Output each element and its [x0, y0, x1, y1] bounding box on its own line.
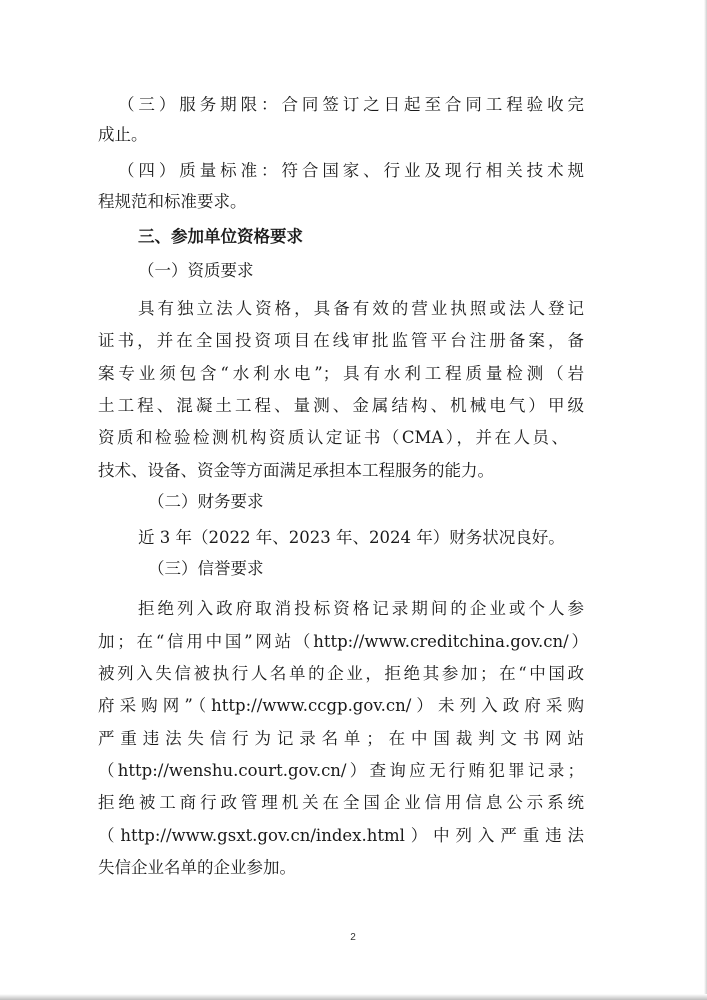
section-heading-qualification: 三、参加单位资格要求 — [138, 227, 303, 246]
service-period-line-2: 成止。 — [98, 125, 148, 144]
credit-line-3: 被列入失信被执行人名单的企业，拒绝其参加；在“中国政 — [98, 664, 584, 683]
finance-line: 近 3 年（2022 年、2023 年、2024 年）财务状况良好。 — [138, 528, 565, 547]
credit-line-8: （http://www.gsxt.gov.cn/index.html）中列入严重违法 — [98, 826, 584, 845]
credit-line-2: 加；在“信用中国”网站（http://www.creditchina.gov.cn/） — [98, 632, 588, 651]
subheading-finance: （二）财务要求 — [148, 492, 264, 511]
scan-edge-bottom — [0, 994, 707, 1000]
qualification-line-5: 资质和检验检测机构资质认定证书（CMA），并在人员、 — [98, 428, 568, 447]
page-number: 2 — [350, 932, 356, 943]
qualification-line-6: 技术、设备、资金等方面满足承担本工程服务的能力。 — [98, 461, 494, 480]
subheading-qualification: （一）资质要求 — [138, 261, 254, 280]
qualification-line-1: 具有独立法人资格，具备有效的营业执照或法人登记 — [138, 299, 584, 318]
credit-line-1: 拒绝列入政府取消投标资格记录期间的企业或个人参 — [138, 599, 584, 618]
credit-line-5: 严重违法失信行为记录名单；在中国裁判文书网站 — [98, 729, 584, 748]
credit-line-9: 失信企业名单的企业参加。 — [98, 858, 296, 877]
qualification-line-4: 土工程、混凝土工程、量测、金属结构、机械电气）甲级 — [98, 396, 584, 415]
qualification-line-3: 案专业须包含“水利水电”；具有水利工程质量检测（岩 — [98, 364, 584, 383]
quality-standard-line-2: 程规范和标准要求。 — [98, 192, 247, 211]
subheading-credit: （三）信誉要求 — [148, 559, 264, 578]
credit-line-7: 拒绝被工商行政管理机关在全国企业信用信息公示系统 — [98, 793, 584, 812]
quality-standard-line-1: （四）质量标准：符合国家、行业及现行相关技术规 — [118, 161, 584, 180]
credit-line-4: 府采购网”（http://www.ccgp.gov.cn/）未列入政府采购 — [98, 696, 584, 715]
service-period-line-1: （三）服务期限：合同签订之日起至合同工程验收完 — [118, 95, 584, 114]
qualification-line-2: 证书，并在全国投资项目在线审批监管平台注册备案，备 — [98, 331, 584, 350]
credit-line-6: （http://wenshu.court.gov.cn/）查询应无行贿犯罪记录； — [98, 761, 584, 780]
